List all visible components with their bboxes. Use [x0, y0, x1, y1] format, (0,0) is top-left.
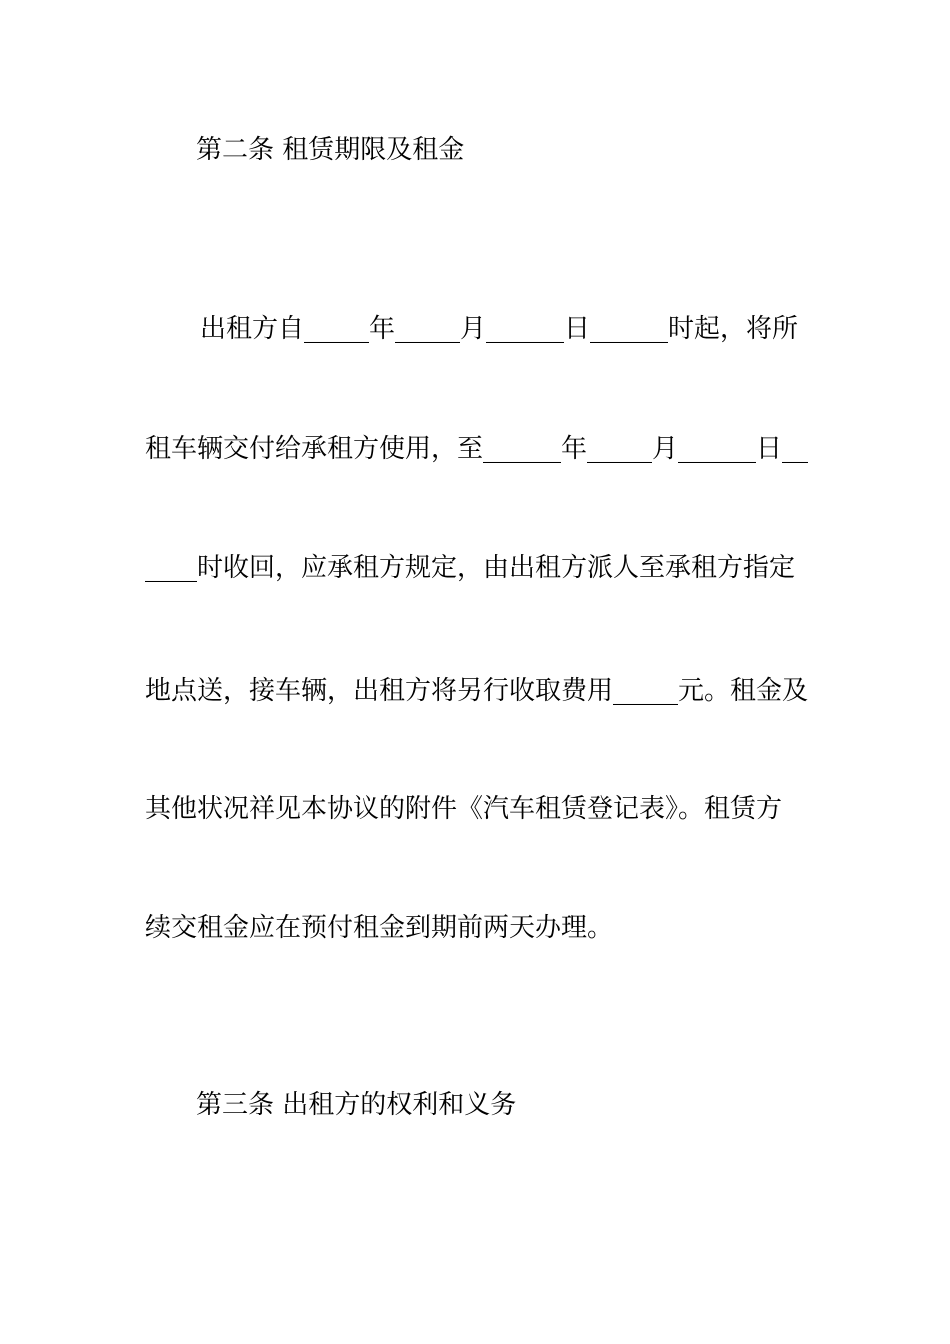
paragraph-line: 地点送，接车辆，出租方将另行收取费用_____元。租金及 — [145, 676, 809, 706]
paragraph-line: 出租方自_____年_____月______日______时起，将所 — [200, 314, 799, 344]
paragraph-line: 续交租金应在预付租金到期前两天办理。 — [145, 913, 614, 943]
paragraph-line: ____时收回，应承租方规定，由出租方派人至承租方指定 — [145, 553, 796, 583]
paragraph-line: 租车辆交付给承租方使用，至______年_____月______日__ — [145, 434, 809, 464]
article-2-heading: 第二条 租赁期限及租金 — [196, 135, 465, 165]
paragraph-line: 其他状况祥见本协议的附件《汽车租赁登记表》。租赁方 — [145, 794, 783, 824]
article-3-heading: 第三条 出租方的权利和义务 — [196, 1090, 517, 1120]
